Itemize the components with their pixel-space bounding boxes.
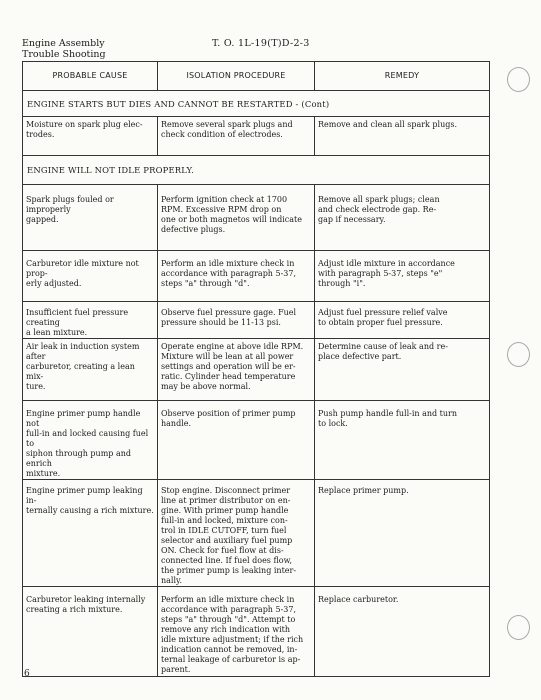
table-header-row [23,62,490,91]
isolation-procedure-cell: Perform ignition check at 1700 RPM. Excessive RPM drop on one or both magnetos will indicate defective plugs. [158,185,315,251]
remedy-cell: Determine cause of leak and re- place defective part. [315,339,490,401]
remedy-cell: Push pump handle full-in and turn to lock. [315,401,490,480]
probable-cause-cell: Insufficient fuel pressure creating a lean mixture. [23,302,158,339]
table-row [23,401,490,480]
table-row [23,251,490,302]
section-heading-row [23,156,490,185]
remedy-cell: Replace primer pump. [315,480,490,587]
section-heading: ENGINE WILL NOT IDLE PROPERLY. [23,156,490,185]
table-row [23,302,490,339]
table-row [23,339,490,401]
page-number: 6 [24,669,30,679]
isolation-procedure-cell: Operate engine at above idle RPM. Mixture will be lean at all power settings and operation will be er- ratic. Cylinder head temperature may be above normal. [158,339,315,401]
remedy-cell: Adjust idle mixture in accordance with paragraph 5-37, steps "e" through "i". [315,251,490,302]
section-heading: ENGINE STARTS BUT DIES AND CANNOT BE RESTARTED - (Cont) [23,91,490,117]
probable-cause-cell: Air leak in induction system after carburetor, creating a lean mix- ture. [23,339,158,401]
probable-cause-cell: Engine primer pump leaking in- ternally causing a rich mixture. [23,480,158,587]
remedy-cell: Remove all spark plugs; clean and check electrode gap. Re- gap if necessary. [315,185,490,251]
column-header-isolation-procedure: ISOLATION PROCEDURE [158,62,315,91]
isolation-procedure-cell: Observe position of primer pump handle. [158,401,315,480]
column-header-remedy: REMEDY [315,62,490,91]
table-row [23,117,490,156]
probable-cause-cell: Engine primer pump handle not full-in and locked causing fuel to siphon through pump and enrich mixture. [23,401,158,480]
binder-hole-middle [507,342,530,367]
probable-cause-cell: Carburetor idle mixture not prop- erly adjusted. [23,251,158,302]
remedy-cell: Replace carburetor. [315,587,490,677]
table-row [23,480,490,587]
isolation-procedure-cell: Stop engine. Disconnect primer line at primer distributor on en- gine. With primer pump handle full-in and locked, mixture con- trol in IDLE CUTOFF, turn fuel selector and auxiliary fuel pump ON. Check for fuel flow at dis- connected line. If fuel does flow, the primer pump is leaking inter- nally. [158,480,315,587]
binder-hole-bottom [507,615,530,640]
probable-cause-cell: Moisture on spark plug elec- trodes. [23,117,158,156]
probable-cause-cell: Carburetor leaking internally creating a rich mixture. [23,587,158,677]
isolation-procedure-cell: Perform an idle mixture check in accordance with paragraph 5-37, steps "a" through "d". [158,251,315,302]
header-section-subtitle: Trouble Shooting [22,49,106,60]
remedy-cell: Adjust fuel pressure relief valve to obtain proper fuel pressure. [315,302,490,339]
probable-cause-cell: Spark plugs fouled or improperly gapped. [23,185,158,251]
isolation-procedure-cell: Perform an idle mixture check in accordance with paragraph 5-37, steps "a" through "d". Attempt to remove any rich indication with idle mixture adjustment; if the rich indication cannot be removed, in- ternal leakage of carburetor is ap- parent. [158,587,315,677]
binder-hole-top [507,67,530,92]
column-header-probable-cause: PROBABLE CAUSE [23,62,158,91]
remedy-cell: Remove and clean all spark plugs. [315,117,490,156]
isolation-procedure-cell: Remove several spark plugs and check condition of electrodes. [158,117,315,156]
section-heading-row [23,91,490,117]
table-row [23,185,490,251]
header-left [22,38,106,60]
header-section-title: Engine Assembly [22,38,105,49]
isolation-procedure-cell: Observe fuel pressure gage. Fuel pressure should be 11-13 psi. [158,302,315,339]
table-row [23,587,490,677]
trouble-shooting-table [22,61,490,677]
header-document-number: T. O. 1L-19(T)D-2-3 [212,38,310,49]
